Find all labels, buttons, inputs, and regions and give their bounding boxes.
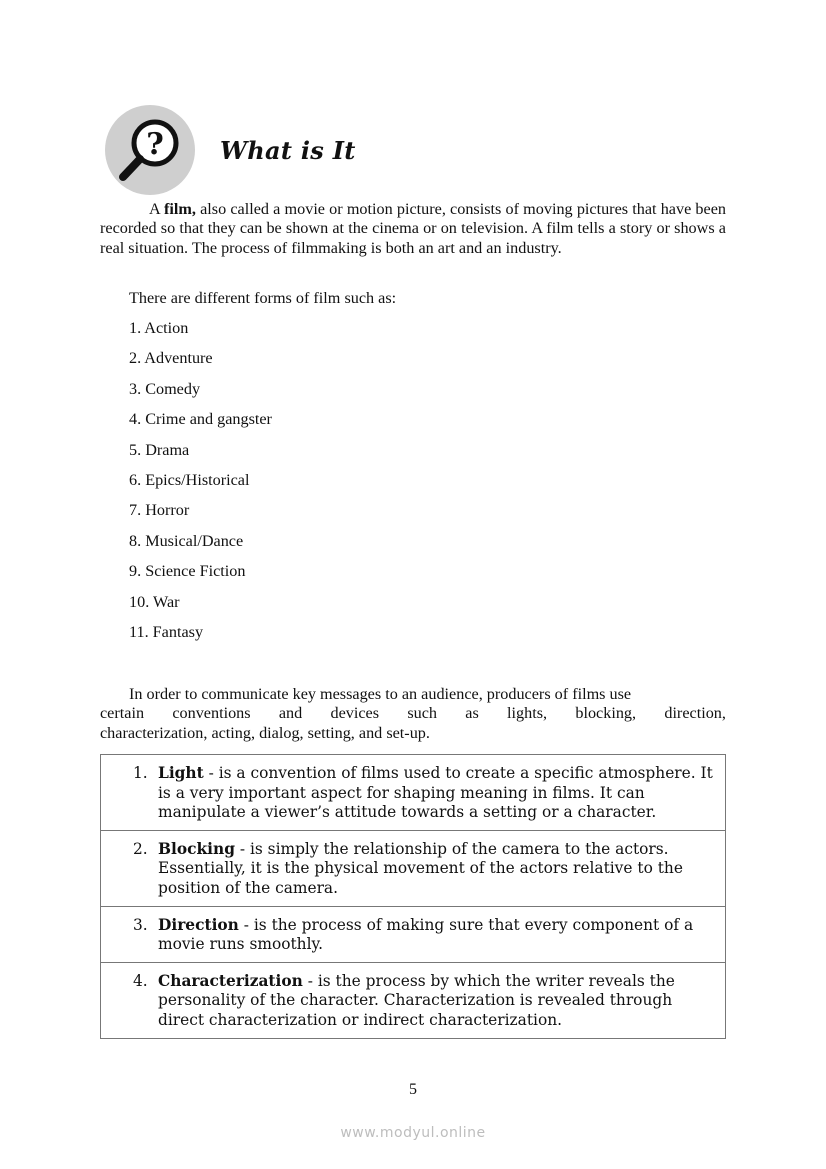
convention-description: - is the process by which the writer reveals the personality of the character. Characterization is revealed through direct characterization or indirect characterization. (158, 971, 675, 1029)
word: conventions (172, 704, 251, 723)
list-item: 2. Adventure (129, 349, 213, 368)
row-number: 4. (133, 971, 148, 990)
list-item: 6. Epics/Historical (129, 470, 250, 489)
section-header (105, 104, 356, 196)
page-number: 5 (409, 1081, 417, 1098)
convention-term: Direction (158, 915, 239, 934)
list-item: 8. Musical/Dance (129, 531, 244, 550)
list-item: 7. Horror (129, 501, 190, 520)
convention-description: - is the process of making sure that every component of a movie runs smoothly. (158, 915, 694, 954)
convention-term: Blocking (158, 839, 235, 858)
convention-description: - is simply the relationship of the camera to the actors. Essentially, it is the physical movement of the actors relative to the position of the camera. (158, 839, 683, 897)
list-item: 9. Science Fiction (129, 562, 246, 581)
conventions-intro-line3: characterization, acting, dialog, setting, and set-up. (100, 723, 430, 742)
word: direction, (664, 704, 726, 723)
word: as (465, 704, 479, 723)
word: such (407, 704, 437, 723)
svg-text:?: ? (146, 127, 164, 162)
word: and (278, 704, 303, 723)
word: lights, (507, 704, 548, 723)
list-item: 11. Fantasy (129, 622, 204, 641)
convention-term: Characterization (158, 971, 303, 990)
film-definition-paragraph (100, 200, 726, 258)
word: certain (100, 704, 145, 723)
forms-intro: There are different forms of film such as: (129, 289, 397, 307)
conventions-intro-line1: In order to communicate key messages to an audience, producers of films use (129, 685, 632, 703)
film-term: film, (163, 200, 196, 218)
intro-lead: A (149, 200, 164, 218)
conventions-intro-paragraph (100, 685, 726, 743)
row-number: 3. (133, 915, 148, 934)
watermark: www.modyul.online (340, 1125, 486, 1141)
table-row (101, 830, 725, 906)
intro-rest: also called a movie or motion picture, consists of moving pictures that have been recorded so that they can be shown at the cinema or on television. A film tells a story or shows a real situation. The process of filmmaking is both an art and an industry. (100, 200, 726, 257)
section-title: What is It (220, 135, 356, 165)
list-item: 3. Comedy (129, 379, 201, 398)
conventions-intro-line2 (100, 704, 726, 723)
row-number: 1. (133, 764, 148, 782)
magnifier-question-icon (105, 105, 195, 195)
convention-term: Light (158, 764, 204, 782)
convention-description: - is a convention of films used to create a specific atmosphere. It is a very important aspect for shaping meaning in films. It can manipulate a viewer’s attitude towards a setting or a character. (158, 764, 713, 822)
word: blocking, (575, 704, 637, 723)
conventions-table (100, 754, 726, 1039)
word: devices (330, 704, 380, 723)
list-item: 10. War (129, 592, 180, 611)
list-item: 4. Crime and gangster (129, 410, 272, 429)
table-row (101, 906, 725, 962)
list-item: 1. Action (129, 319, 189, 337)
table-row (101, 755, 725, 830)
table-row (101, 962, 725, 1038)
list-item: 5. Drama (129, 440, 190, 459)
row-number: 2. (133, 839, 148, 858)
film-forms-list (129, 319, 272, 653)
